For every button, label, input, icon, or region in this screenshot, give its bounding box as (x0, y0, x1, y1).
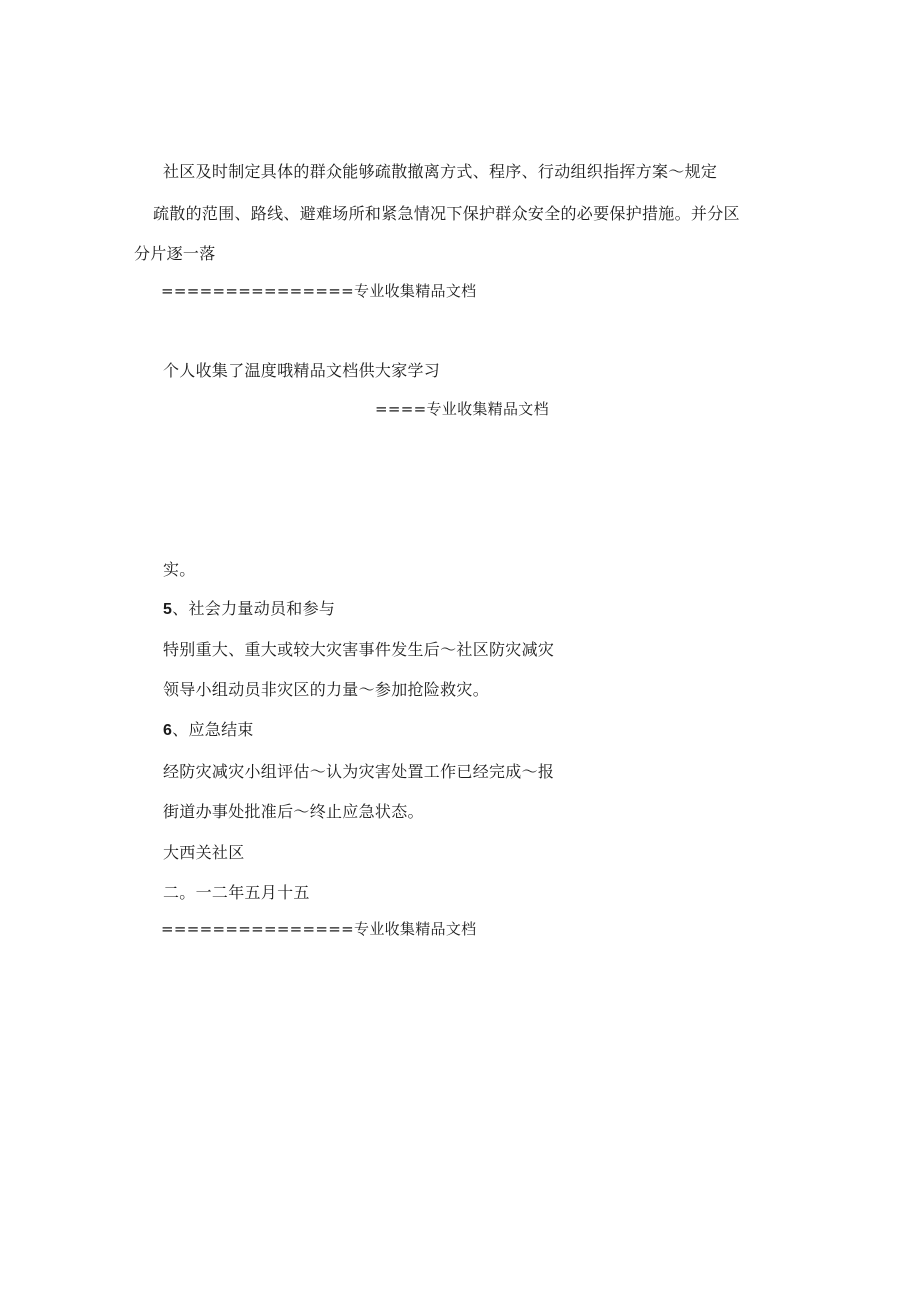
section5-heading (163, 599, 335, 620)
para1-end: 实。 (163, 560, 196, 579)
section6-title: 、应急结束 (172, 720, 254, 739)
section6-line1: 经防灾减灾小组评估～认为灾害处置工作已经完成～报 (163, 762, 555, 781)
para1-line2: 疏散的范围、路线、避难场所和紧急情况下保护群众安全的必要保护措施。并分区 (153, 204, 740, 223)
signature-org: 大西关社区 (163, 843, 245, 862)
section5-number: 5 (163, 601, 173, 618)
para1-line3: 分片逐一落 (134, 244, 216, 263)
section5-line2: 领导小组动员非灾区的力量～参加抢险救灾。 (163, 680, 490, 699)
para1-line1: 社区及时制定具体的群众能够疏散撤离方式、程序、行动组织指挥方案～规定 (163, 162, 718, 181)
watermark-line-3: ===============专业收集精品文档 (161, 920, 477, 938)
section6-number: 6 (163, 722, 173, 739)
watermark-line-1: ===============专业收集精品文档 (161, 282, 477, 300)
section5-line1: 特别重大、重大或较大灾害事件发生后～社区防灾减灾 (163, 640, 555, 659)
personal-note: 个人收集了温度哦精品文档供大家学习 (163, 361, 441, 380)
section6-line2: 街道办事处批准后～终止应急状态。 (163, 802, 424, 821)
signature-date: 二。一二年五月十五 (163, 883, 310, 902)
section5-title: 、社会力量动员和参与 (172, 599, 336, 618)
section6-heading (163, 720, 254, 741)
watermark-line-2: ====专业收集精品文档 (375, 400, 549, 418)
